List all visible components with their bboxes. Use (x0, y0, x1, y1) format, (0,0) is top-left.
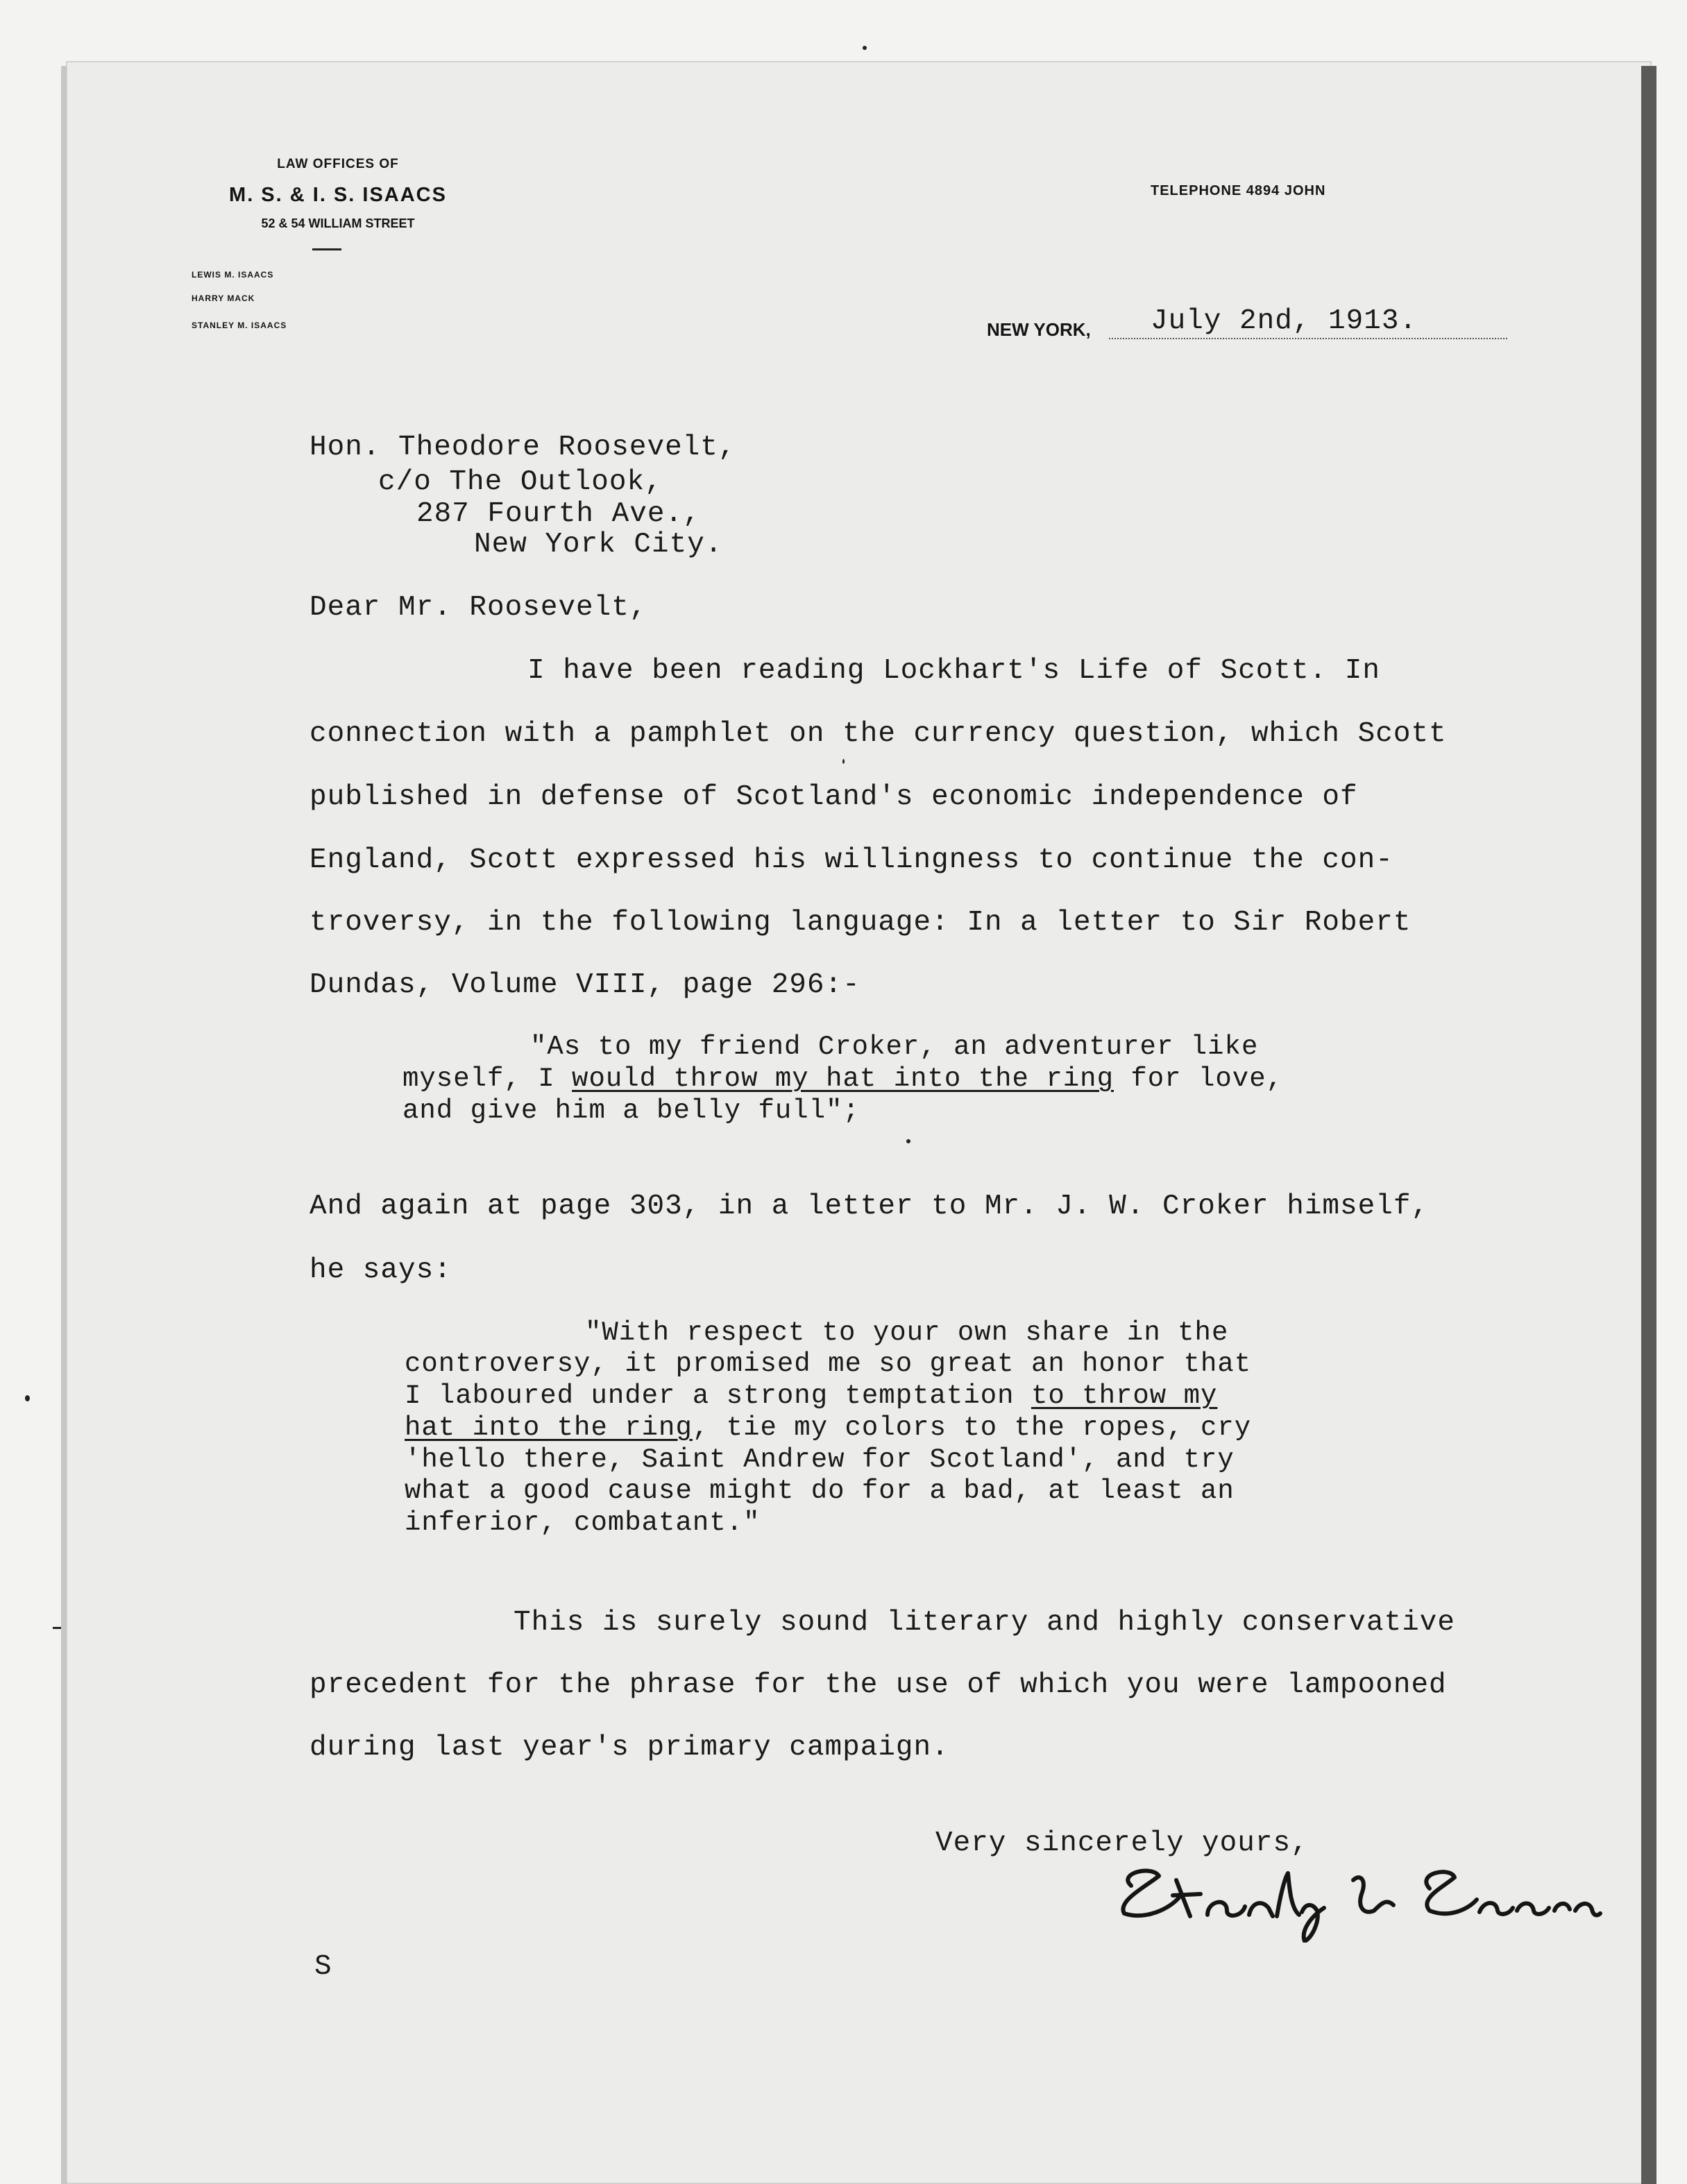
quote-line (402, 1064, 1283, 1094)
city-label: NEW YORK, (987, 319, 1091, 340)
telephone: TELEPHONE 4894 JOHN (1151, 183, 1326, 198)
signature (1103, 1852, 1603, 1943)
law-offices-label: LAW OFFICES OF (277, 157, 399, 171)
recipient-line: c/o The Outlook, (378, 466, 663, 498)
body-line: precedent for the phrase for the use of which you were lampooned (310, 1669, 1447, 1701)
quote-text: for love, (1113, 1064, 1284, 1094)
body-line: I have been reading Lockhart's Life of Scott. In (527, 655, 1380, 687)
quote-line (405, 1413, 1251, 1443)
quote-line: 'hello there, Saint Andrew for Scotland', and try (405, 1444, 1235, 1475)
firm-street: 52 & 54 WILLIAM STREET (261, 216, 415, 230)
sheet-right-edge (1641, 66, 1656, 2184)
body-line: And again at page 303, in a letter to Mr. J. W. Croker himself, (310, 1191, 1430, 1222)
quote-line: inferior, combatant." (405, 1508, 761, 1538)
letter-date: July 2nd, 1913. (1151, 305, 1418, 337)
recipient-line: Hon. Theodore Roosevelt, (310, 432, 736, 463)
partner-name: HARRY MACK (192, 293, 255, 303)
recipient-line: New York City. (474, 529, 723, 561)
body-line: This is surely sound literary and highly conservative (514, 1607, 1456, 1639)
scan-speck (863, 46, 867, 50)
quote-line: what a good cause might do for a bad, at least an (405, 1476, 1235, 1506)
closing: Very sincerely yours, (935, 1827, 1309, 1859)
partner-name: LEWIS M. ISAACS (192, 270, 274, 280)
sheet-left-edge (61, 66, 67, 2184)
body-line: troversy, in the following language: In a letter to Sir Robert (310, 907, 1412, 939)
scan-speck (906, 1139, 910, 1143)
quote-text: myself, I (402, 1064, 573, 1094)
body-line: England, Scott expressed his willingness to continue the con- (310, 844, 1393, 876)
body-line: connection with a pamphlet on the currency question, which Scott (310, 718, 1447, 750)
scan-speck (842, 759, 845, 764)
scan-speck (25, 1395, 30, 1401)
firm-name: M. S. & I. S. ISAACS (229, 184, 447, 206)
quote-line (405, 1381, 1217, 1411)
underlined-phrase: would throw my hat into the ring (572, 1064, 1114, 1094)
partner-name: STANLEY M. ISAACS (192, 321, 287, 330)
scan-speck (53, 1627, 61, 1629)
salutation: Dear Mr. Roosevelt, (310, 592, 647, 624)
body-line: Dundas, Volume VIII, page 296:- (310, 969, 861, 1001)
quote-line: "With respect to your own share in the (585, 1317, 1229, 1348)
quote-line: controversy, it promised me so great an honor that (405, 1349, 1252, 1379)
quote-line: and give him a belly full"; (402, 1095, 860, 1126)
date-dotted-line (1109, 338, 1507, 339)
body-line: published in defense of Scotland's economic independence of (310, 781, 1358, 813)
quote-text: I laboured under a strong temptation (405, 1381, 1031, 1411)
recipient-line: 287 Fourth Ave., (416, 498, 701, 530)
quote-line: "As to my friend Croker, an adventurer like (530, 1032, 1259, 1062)
quote-text: , tie my colors to the ropes, cry (692, 1413, 1252, 1443)
underlined-phrase: to throw my (1031, 1381, 1218, 1411)
body-line: he says: (310, 1254, 452, 1286)
body-line: during last year's primary campaign. (310, 1732, 949, 1764)
underlined-phrase: hat into the ring (405, 1413, 693, 1443)
letterhead-divider (312, 248, 341, 250)
typist-initial: S (314, 1951, 332, 1983)
